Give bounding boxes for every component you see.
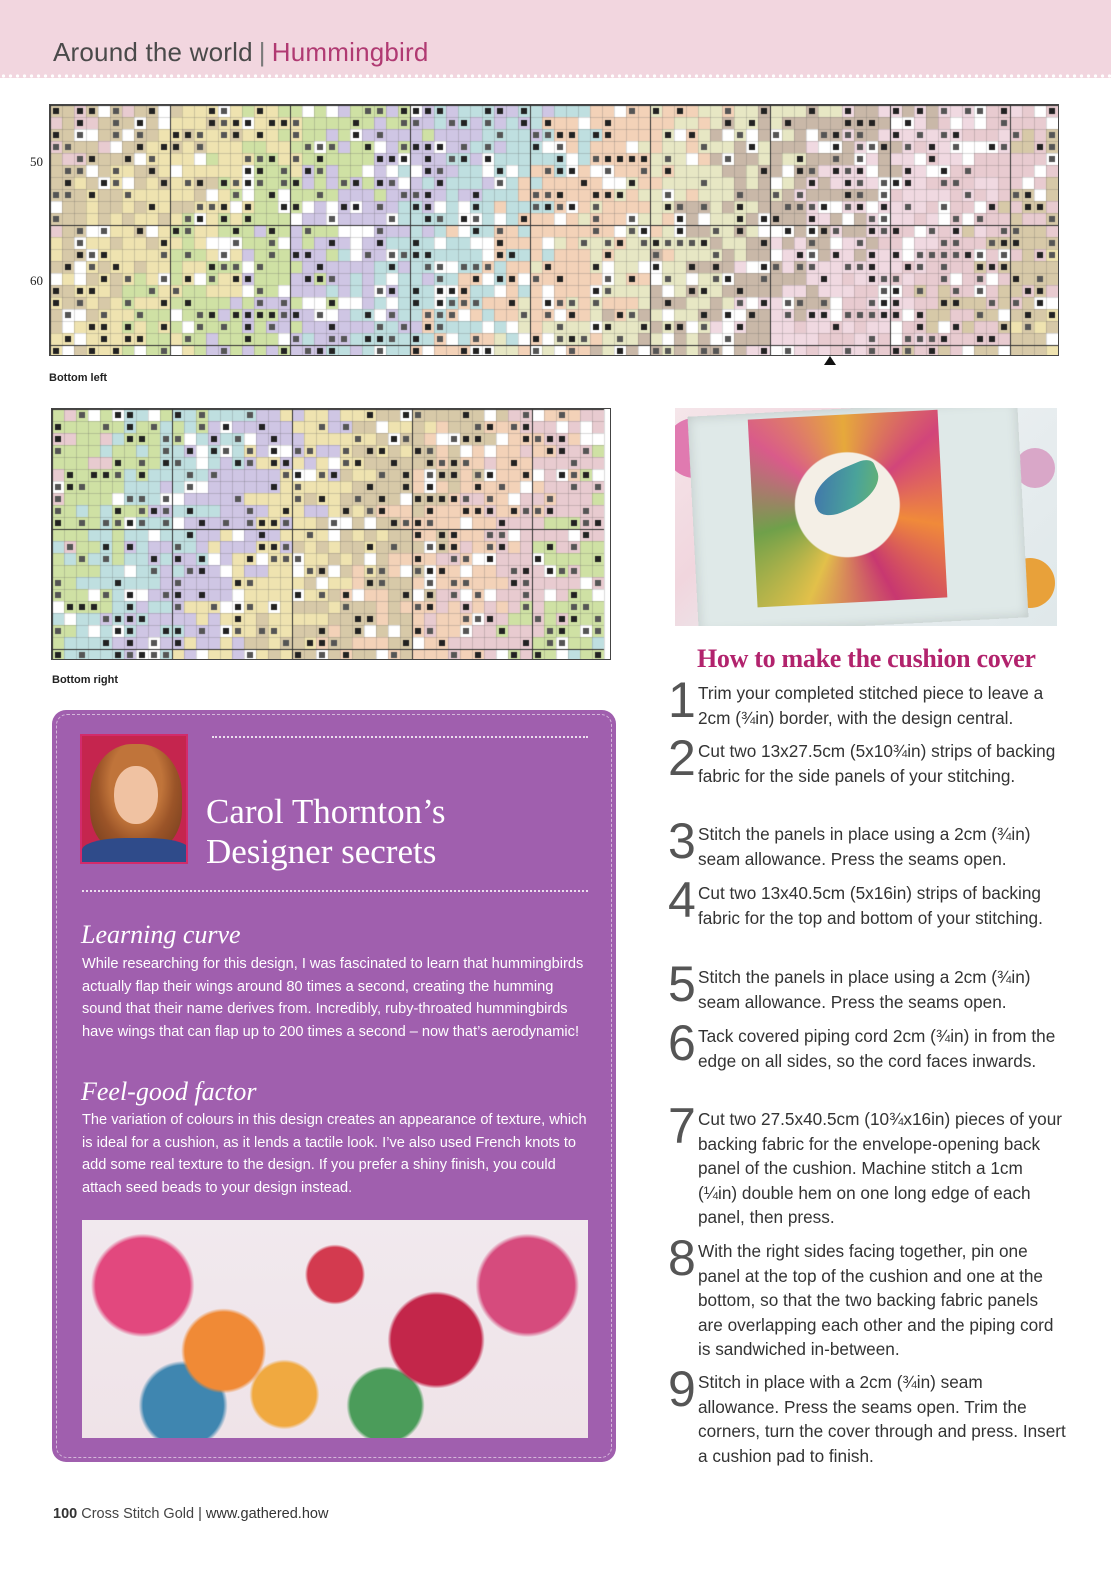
cross-stitch-chart-bottom-right bbox=[51, 408, 611, 660]
header-separator: | bbox=[258, 37, 266, 67]
cushion-photo bbox=[675, 408, 1057, 626]
tip-heading-learning-curve: Learning curve bbox=[81, 920, 241, 949]
step-number: 1 bbox=[668, 672, 696, 728]
designer-portrait bbox=[80, 734, 188, 864]
divider-bottom bbox=[82, 890, 588, 892]
step-number: 9 bbox=[668, 1361, 696, 1417]
divider-top bbox=[212, 736, 588, 738]
step-number: 2 bbox=[668, 730, 696, 786]
website: www.gathered.how bbox=[205, 1506, 329, 1522]
footer-separator: | bbox=[198, 1506, 202, 1522]
step-text: Cut two 13x40.5cm (5x16in) strips of backing fabric for the top and bottom of your stitching. bbox=[698, 883, 1043, 928]
step-text: Cut two 13x27.5cm (5x10¾in) strips of backing fabric for the side panels of your stitching. bbox=[698, 741, 1056, 786]
header-section: Around the world bbox=[53, 37, 253, 67]
tip-body-feel-good-factor: The variation of colours in this design creates an appearance of texture, which is ideal for a cushion, as it lends a tactile look. I’ve also used French knots to add some real texture to the design. If you prefer a shiny finish, you could attach seed beads to your design instead. bbox=[82, 1112, 587, 1196]
step-text: Stitch in place with a 2cm (¾in) seam allowance. Press the seams open. Trim the corners, turn the cover through and press. Insert a cushion pad to finish. bbox=[698, 1372, 1066, 1466]
designer-title-line-1: Carol Thornton’s bbox=[206, 792, 446, 831]
centre-marker-arrow bbox=[824, 356, 836, 365]
step-text: With the right sides facing together, pin one panel at the top of the cushion and one at the bottom, so that the two backing fabric panels are overlapping each other and the piping cord is sandwiched in-between. bbox=[698, 1241, 1054, 1359]
chart-label-bottom-right: Bottom right bbox=[52, 674, 118, 686]
row-number-60: 60 bbox=[30, 273, 43, 288]
step-number: 8 bbox=[668, 1230, 696, 1286]
cross-stitch-chart-bottom-left bbox=[49, 104, 1059, 356]
step-number: 3 bbox=[668, 813, 696, 869]
step-number: 7 bbox=[668, 1098, 696, 1154]
howto-title: How to make the cushion cover bbox=[697, 644, 1036, 673]
step-number: 4 bbox=[668, 872, 696, 928]
step-text: Stitch the panels in place using a 2cm (¾in) seam allowance. Press the seams open. bbox=[698, 967, 1031, 1012]
chart-label-bottom-left: Bottom left bbox=[49, 372, 108, 384]
step-text: Trim your completed stitched piece to leave a 2cm (¾in) border, with the design central. bbox=[698, 683, 1044, 728]
header-topic: Hummingbird bbox=[271, 37, 429, 67]
row-number-50: 50 bbox=[30, 154, 43, 169]
portrait-shirt bbox=[82, 838, 188, 864]
step-text: Tack covered piping cord 2cm (¾in) in from the edge on all sides, so the cord faces inwards. bbox=[698, 1026, 1056, 1071]
designer-title-line-2: Designer secrets bbox=[206, 832, 437, 871]
header-dotted-edge bbox=[0, 72, 1111, 80]
page-footer bbox=[53, 1506, 328, 1522]
step-text: Stitch the panels in place using a 2cm (¾in) seam allowance. Press the seams open. bbox=[698, 824, 1031, 869]
step-text: Cut two 27.5x40.5cm (10¾x16in) pieces of your backing fabric for the envelope-opening back panel of the cushion. Machine stitch a 1cm (¼in) double hem on one long edge of each panel, then press. bbox=[698, 1109, 1062, 1227]
designer-title bbox=[206, 792, 445, 872]
cushion bbox=[688, 408, 1029, 626]
step-number: 5 bbox=[668, 956, 696, 1012]
step-number: 6 bbox=[668, 1015, 696, 1071]
embroidery-closeup-photo bbox=[82, 1220, 588, 1438]
tip-heading-feel-good-factor: Feel-good factor bbox=[81, 1077, 257, 1106]
page-header bbox=[53, 37, 429, 68]
portrait-face bbox=[114, 766, 158, 824]
page-number: 100 bbox=[53, 1506, 78, 1522]
tip-body-learning-curve: While researching for this design, I was fascinated to learn that hummingbirds actually flap their wings around 80 times a second, creating the humming sound that their name derives from. Incredibly, ruby-throated hummingbirds have wings that can flap up to 200 times a second – now that’s aerodynamic! bbox=[82, 956, 584, 1040]
magazine-name: Cross Stitch Gold bbox=[81, 1506, 195, 1522]
